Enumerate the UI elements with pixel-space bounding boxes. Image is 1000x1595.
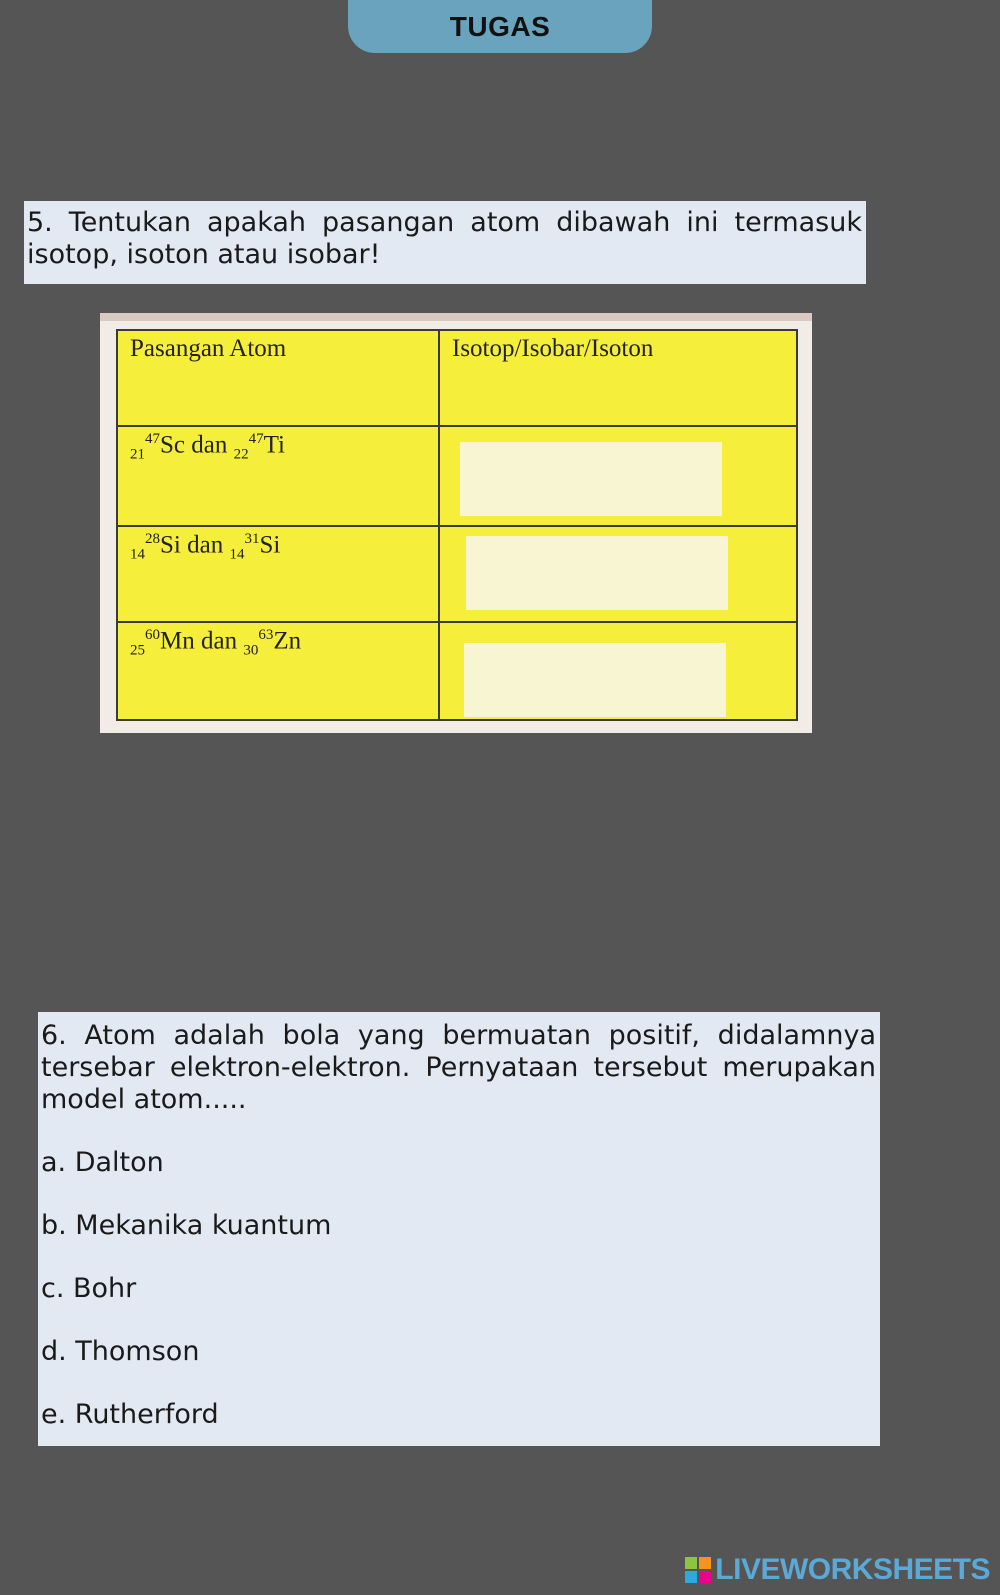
header-classification: Isotop/Isobar/Isoton [439, 330, 797, 426]
mass-number: 28 [145, 531, 160, 547]
atom-table-image [100, 313, 812, 733]
mass-number: 60 [145, 627, 160, 643]
question-5-text: 5. Tentukan apakah pasangan atom dibawah ini termasuk isotop, isoton atau isobar! [27, 207, 862, 270]
atom-pair-cell [117, 426, 439, 526]
atomic-number: 21 [130, 446, 145, 463]
mass-number: 47 [145, 431, 160, 447]
pair-connector: dan [180, 531, 230, 559]
element-symbol: Ti [263, 431, 285, 459]
option-d[interactable]: d. Thomson [41, 1336, 200, 1367]
paper-edge [100, 313, 812, 321]
answer-input-3[interactable] [464, 643, 726, 717]
element-symbol: Si [259, 531, 281, 559]
element-symbol: Si [160, 531, 181, 559]
atom-pair-cell [117, 526, 439, 622]
mass-number: 63 [258, 627, 274, 643]
logo-square [699, 1571, 711, 1583]
option-a[interactable]: a. Dalton [41, 1147, 164, 1178]
question-5-box [24, 201, 866, 284]
question-6-text: 6. Atom adalah bola yang bermuatan positif, didalamnya tersebar elektron-elektron. Pernyataan tersebut merupakan model atom..... [41, 1020, 876, 1115]
table-row [117, 526, 797, 622]
element-symbol: Sc [160, 431, 185, 459]
answer-input-1[interactable] [460, 442, 722, 516]
title-banner [348, 0, 652, 53]
option-e[interactable]: e. Rutherford [41, 1399, 219, 1430]
liveworksheets-brand[interactable] [685, 1553, 990, 1587]
table-row [117, 426, 797, 526]
mass-number: 31 [244, 531, 260, 547]
mass-number: 47 [248, 431, 264, 447]
logo-square [699, 1557, 711, 1569]
element-symbol: Zn [273, 627, 302, 655]
atomic-number: 22 [233, 446, 249, 463]
atomic-number: 14 [229, 546, 245, 563]
atom-pair-cell [117, 622, 439, 720]
answer-cell [439, 426, 797, 526]
liveworksheets-logo-icon [685, 1557, 711, 1583]
atomic-number: 25 [130, 642, 145, 659]
pair-connector: dan [194, 627, 244, 655]
element-symbol: Mn [160, 627, 195, 655]
question-6-box [38, 1012, 880, 1446]
logo-square [685, 1557, 697, 1569]
header-atom-pair: Pasangan Atom [117, 330, 439, 426]
atomic-number: 30 [243, 642, 259, 659]
atomic-number: 14 [130, 546, 145, 563]
answer-input-2[interactable] [466, 536, 728, 610]
table-header-row [117, 330, 797, 426]
atom-pairs-table [116, 329, 798, 721]
table-row [117, 622, 797, 720]
pair-connector: dan [185, 431, 234, 459]
answer-cell [439, 526, 797, 622]
page-title: TUGAS [449, 10, 551, 42]
logo-square [685, 1571, 697, 1583]
option-c[interactable]: c. Bohr [41, 1273, 137, 1304]
option-b[interactable]: b. Mekanika kuantum [41, 1210, 332, 1241]
answer-cell [439, 622, 797, 720]
brand-name: LIVEWORKSHEETS [715, 1553, 990, 1586]
